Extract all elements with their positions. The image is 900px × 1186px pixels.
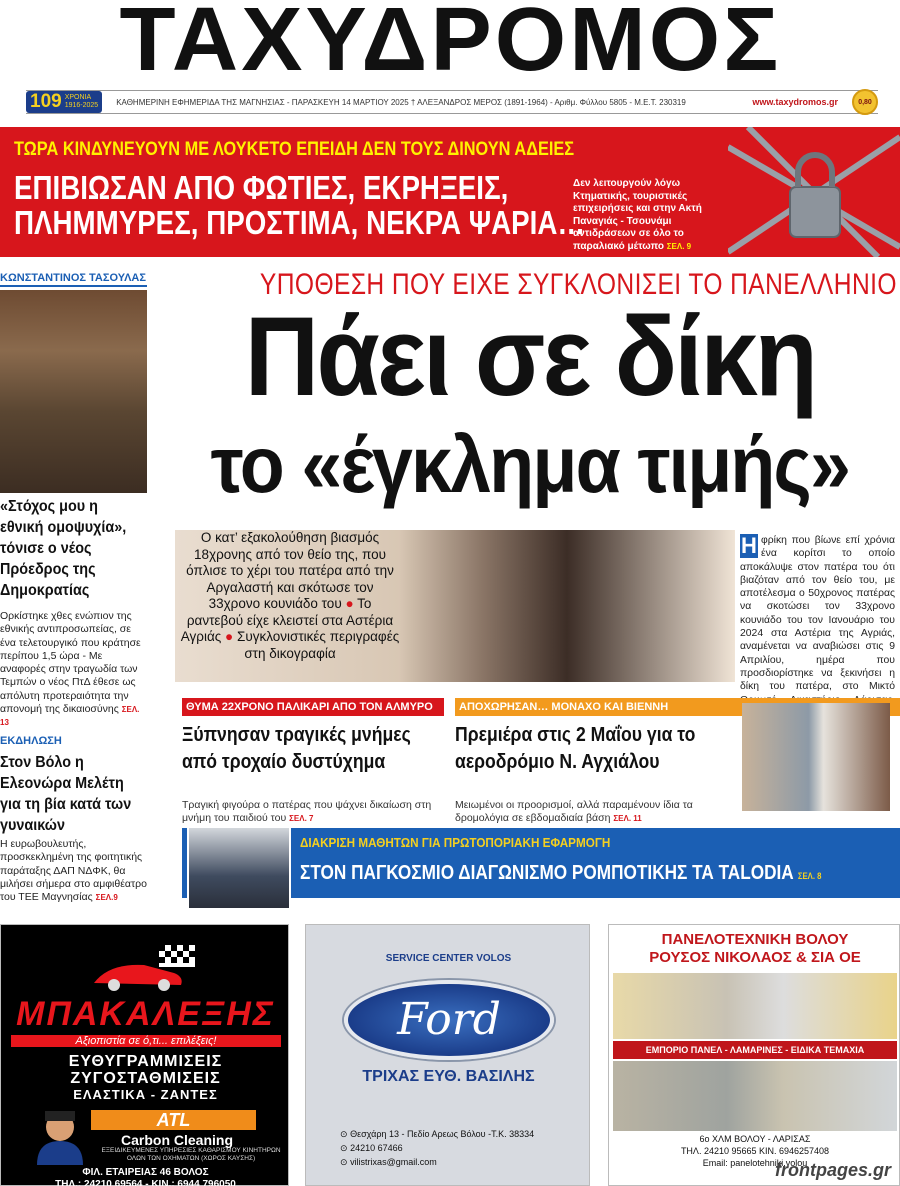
story-right-body: Μειωμένοι οι προορισμοί, αλλά παραμένουν ίδια τα δρομολόγια σε εβδομαδιαία βάση ΣΕΛ. 11 — [455, 799, 693, 824]
left-kicker-2: ΕΚΔΗΛΩΣΗ — [0, 735, 62, 747]
ad1-atl-logo: ATL — [91, 1110, 256, 1130]
warehouse-photo — [613, 1061, 897, 1131]
ad1-slogan: Αξιοπιστία σε ό,τι... επιλέξεις! — [11, 1035, 281, 1047]
panels-photo — [613, 973, 897, 1039]
banner-headline: ΕΠΙΒΙΩΣΑΝ ΑΠΟ ΦΩΤΙΕΣ, ΕΚΡΗΞΕΙΣ, ΠΛΗΜΜΥΡΕΣ, ΠΡΟΣΤΙΜΑ, ΝΕΚΡΑ ΨΑΡΙΑ… — [14, 169, 586, 241]
robotics-headline[interactable]: ΣΤΟΝ ΠΑΓΚΟΣΜΙΟ ΔΙΑΓΩΝΙΣΜΟ ΡΟΜΠΟΤΙΚΗΣ ΤΑ TALODIA ΣΕΛ. 8 — [300, 862, 822, 884]
banner-kicker: ΤΩΡΑ ΚΙΝΔΥΝΕΥΟΥΝ ΜΕ ΛΟΥΚΕΤΟ ΕΠΕΙΔΗ ΔΕΝ ΤΟΥΣ ΔΙΝΟΥΝ ΑΔΕΙΕΣ — [14, 139, 575, 160]
ad1-services-text: ΕΞΕΙΔΙΚΕΥΜΕΝΕΣ ΥΠΗΡΕΣΙΕΣ ΚΑΘΑΡΙΣΜΟΥ ΚΙΝΗΤΗΡΩΝ ΟΛΩΝ ΤΩΝ ΟΧΗΜΑΤΩΝ (ΧΩΡΟΣ ΚΑΥΣΗΣ) — [101, 1147, 281, 1162]
main-lede: Ο κατ’ εξακολούθηση βιασμός 18χρονης από τον θείο της, που όπλισε το χέρι του πατέρα από την Αργαλαστή και σκότωσε τον 33χρονο κουνιάδο του ● Το ραντεβού είχε κλειστεί στα Αστέρια Αγριάς ● Συγκλονιστικές περιγραφές στη δικογραφία — [180, 530, 400, 661]
ad1-carbon-cleaning: Carbon Cleaning — [121, 1132, 234, 1148]
page-ref: ΣΕΛ.9 — [95, 893, 118, 903]
page-ref: ΣΕΛ. 13 — [0, 705, 140, 728]
ad3-subtitle: ΡΟΥΣΟΣ ΝΙΚΟΛΑΟΣ & ΣΙΑ ΟΕ — [649, 949, 861, 966]
robotics-kicker: ΔΙΑΚΡΙΣΗ ΜΑΘΗΤΩΝ ΓΙΑ ΠΡΩΤΟΠΟΡΙΑΚΗ ΕΦΑΡΜΟΓΗ — [300, 835, 611, 850]
story-right-bar: ΑΠΟΧΩΡΗΣΑΝ… ΜΟΝΑΧΟ ΚΑΙ ΒΙΕΝΝΗ — [455, 698, 900, 716]
ad3-title: ΠΑΝΕΛΟΤΕΧΝΙΚΗ ΒΟΛΟΥ — [661, 931, 849, 948]
left-headline-2[interactable]: Στον Βόλο η Ελεονώρα Μελέτη για τη βία κατά των γυναικών — [0, 754, 132, 834]
students-photo — [187, 826, 291, 910]
badge-text: ΧΡΟΝΙΑ — [64, 94, 92, 101]
masthead — [0, 0, 900, 90]
padlock-chains-illustration — [728, 127, 900, 257]
ad3-band: ΕΜΠΟΡΙΟ ΠΑΝΕΛ - ΛΑΜΑΡΙΝΕΣ - ΕΙΔΙΚΑ ΤΕΜΑΧΙΑ — [613, 1041, 897, 1059]
newspaper-name: ΤΑΧΥΔΡΟΜΟΣ — [119, 0, 781, 90]
badge-years: 1916-2025 — [64, 102, 99, 109]
info-bar — [26, 90, 878, 114]
main-headline[interactable]: Πάει σε δίκη — [244, 294, 816, 419]
page-ref: ΣΕΛ. 7 — [289, 813, 314, 823]
ad1-brand: ΜΠΑΚΑΛΕΞΗΣ — [16, 995, 275, 1033]
ad2-heading: SERVICE CENTER VOLOS — [385, 953, 512, 964]
story-left-headline[interactable]: Ξύπνησαν τραγικές μνήμες από τροχαίο δυστύχημα — [182, 724, 411, 773]
email-icon: ⊙ — [340, 1157, 348, 1167]
location-icon: ⊙ — [340, 1129, 348, 1139]
ad-ford[interactable] — [305, 924, 590, 1186]
badge-number: 109 — [30, 91, 62, 112]
page-ref: ΣΕΛ. 8 — [797, 871, 822, 881]
bullet-icon: ● — [345, 596, 354, 611]
ad2-contact: ⊙ Θεσχάρη 13 - Πεδίο Αρεως Βόλου -Τ.Κ. 38334 ⊙ 24210 67466 ⊙ vilistrixas@gmail.com — [340, 1129, 535, 1167]
mechanic-icon — [31, 1107, 89, 1165]
officials-photo — [742, 703, 890, 811]
price-badge: 0,80 — [852, 89, 878, 115]
president-photo — [0, 290, 147, 493]
main-headline-2[interactable]: το «έγκλημα τιμής» — [210, 420, 850, 509]
padlock-icon — [790, 187, 840, 237]
phone-icon: ⊙ — [340, 1143, 348, 1153]
race-car-icon — [89, 943, 199, 993]
left-kicker: ΚΩΝΣΤΑΝΤΙΝΟΣ ΤΑΣΟΥΛΑΣ — [0, 272, 147, 287]
left-body-2: Η ευρωβουλευτής, προσκεκλημένη της φοιτητικής παράταξης ΔΑΠ ΝΔΦΚ, θα μιλήσει σήμερα στο αμφιθέατρο του ΤΕΕ Μαγνησίας ΣΕΛ.9 — [0, 838, 147, 904]
ad3-contact: 6ο ΧΛΜ ΒΟΛΟΥ - ΛΑΡΙΣΑΣ ΤΗΛ. 24210 95665 ΚΙΝ. 6946257408 Email: panelotehniki.volou — [680, 1134, 830, 1168]
drop-cap: Η — [741, 533, 757, 558]
main-kicker: ΥΠΟΘΕΣΗ ΠΟΥ ΕΙΧΕ ΣΥΓΚΛΟΝΙΣΕΙ ΤΟ ΠΑΝΕΛΛΗΝΙΟ — [259, 268, 897, 301]
main-column: Η φρίκη που βίωνε επί χρόνια ένα κορίτσι το οποίο αποκάλυψε στον πατέρα του ότι βιαζόταν από τον θείο του, με αποτέλεσμα ο 50χρονος πατέρας να σκοτώσει τον 33χρονο κουνιάδο του τον Ιανουάριο του 2024 στα Αστέρια της Αγριάς, αναμένεται να αναβιώσει στις 9 Απριλίου, ημέρα που προσδιορίστηκε να ξεκινήσει η δίκη του πατέρα, στο Μικτό — [740, 534, 895, 720]
anniversary-badge — [26, 91, 102, 113]
ad-panelotechniki[interactable] — [608, 924, 900, 1186]
watermark: frontpages.gr — [774, 1160, 891, 1180]
bullet-icon: ● — [225, 629, 234, 644]
ad-bakalexis[interactable] — [0, 924, 289, 1186]
ad1-contact: ΦΙΛ. ΕΤΑΙΡΕΙΑΣ 46 ΒΟΛΟΣ ΤΗΛ.: 24210 69564 - ΚΙΝ.: 6944 796050 — [55, 1167, 236, 1186]
ad1-service: ΖΥΓΟΣΤΑΘΜΙΣΕΙΣ — [70, 1070, 221, 1087]
banner-side-text: Δεν λειτουργούν λόγω Κτηματικής, τουριστικές επιχειρήσεις και στην Ακτή Παναγιάς - Τσουνάμι αντιδράσεων σε όλο το παραλιακό μέτωπο ΣΕΛ. 9 — [573, 178, 702, 252]
left-headline[interactable]: «Στόχος μου η εθνική ομοψυχία», τόνισε ο νέος Πρόεδρος της Δημοκρατίας — [0, 498, 127, 599]
website-link[interactable]: www.taxydromos.gr — [752, 97, 838, 107]
ad1-service: ΕΛΑΣΤΙΚΑ - ΖΑΝΤΕΣ — [73, 1087, 218, 1102]
page-ref: ΣΕΛ. 9 — [666, 241, 692, 251]
ford-logo: Ford — [344, 980, 554, 1060]
ad2-dealer-name: ΤΡΙΧΑΣ ΕΥΘ. ΒΑΣΙΛΗΣ — [362, 1068, 535, 1085]
ad1-service: ΕΥΘΥΓΡΑΜΜΙΣΕΙΣ — [68, 1053, 223, 1070]
left-body: Ορκίστηκε χθες ενώπιον της εθνικής αντιπροσωπείας, σε ένα τελετουργικό που κράτησε περίπου 1,5 ώρα - Με αναφορές στην τραγωδία των Τεμπών ο νέος ΠτΔ έθεσε ως απόλυτη προτεραιότητα την απονομή της δικαιοσύνης ΣΕΛ. 13 — [0, 610, 141, 728]
page-ref: ΣΕΛ. 11 — [613, 813, 642, 823]
story-left-bar: ΘΥΜΑ 22ΧΡΟΝΟ ΠΑΛΙΚΑΡΙ ΑΠΟ ΤΟΝ ΑΛΜΥΡΟ — [182, 698, 444, 716]
story-right-headline[interactable]: Πρεμιέρα στις 2 Μαΐου για το αεροδρόμιο Ν. Αγχιάλου — [455, 724, 696, 773]
story-left-body: Τραγική φιγούρα ο πατέρας που ψάχνει δικαίωση στη μνήμη του παιδιού του ΣΕΛ. 7 — [182, 799, 432, 824]
edition-info: ΚΑΘΗΜΕΡΙΝΗ ΕΦΗΜΕΡΙΔΑ ΤΗΣ ΜΑΓΝΗΣΙΑΣ - ΠΑΡΑΣΚΕΥΗ 14 ΜΑΡΤΙΟΥ 2025 † ΑΛΕΞΑΝΔΡΟΣ ΜΕΡΟΣ (1891-1964) - Αριθμ. Φύλλου 5805 - Μ.Ε.Τ. 230319 — [116, 97, 686, 107]
